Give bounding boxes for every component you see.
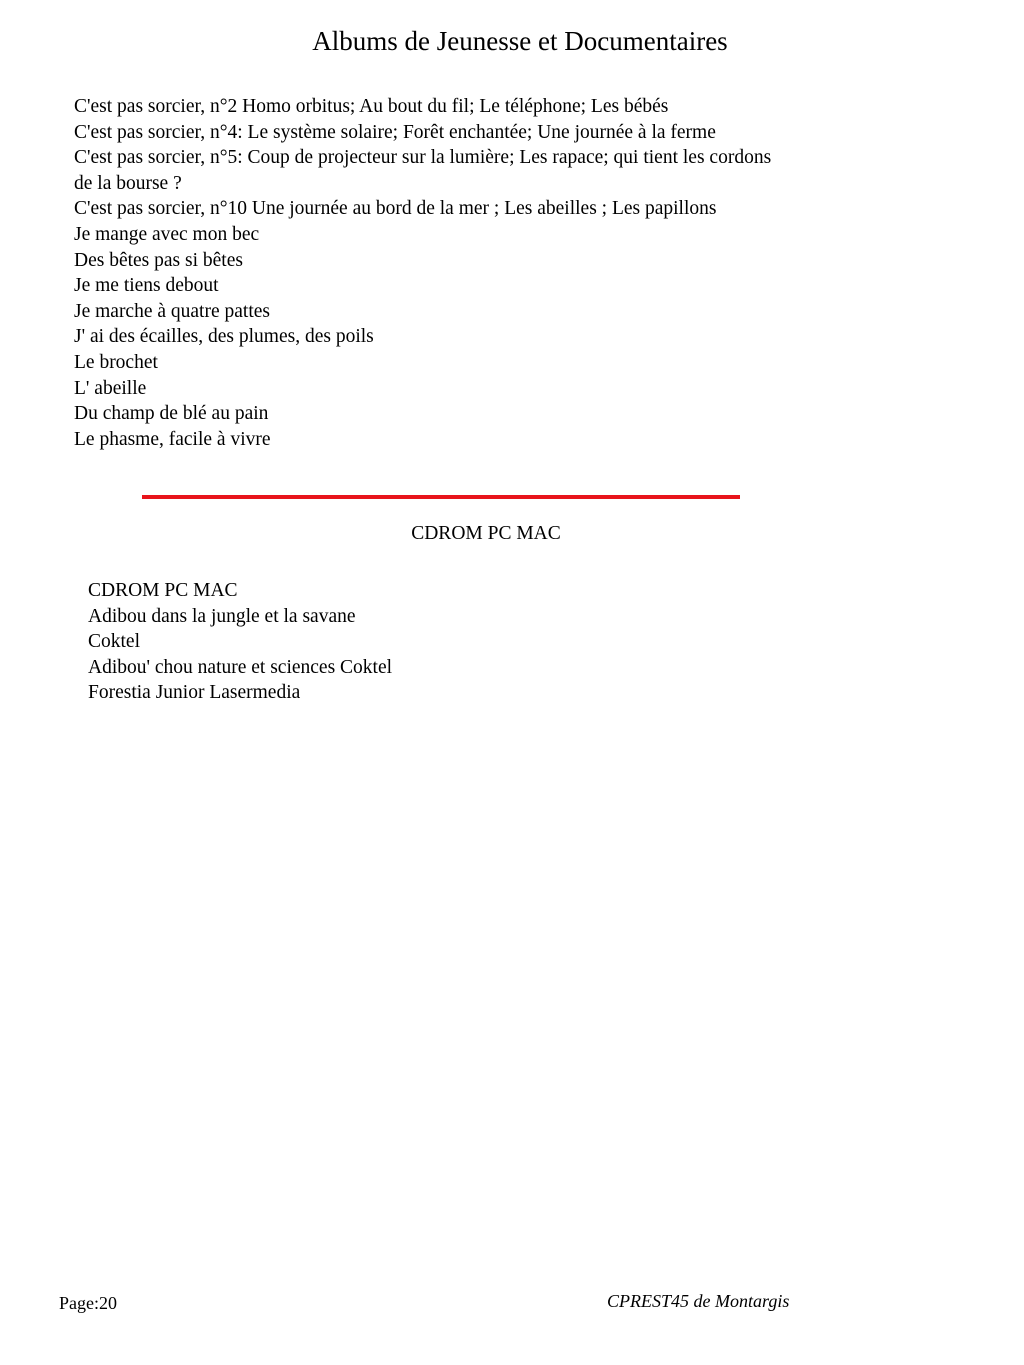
list-item: C'est pas sorcier, n°5: Coup de projecteur sur la lumière; Les rapace; qui tient les cordons de la bourse ? (74, 147, 772, 194)
section-heading: CDROM PC MAC (411, 523, 561, 544)
list-item: Le phasme, facile à vivre (74, 428, 271, 450)
list-item: Je me tiens debout (74, 275, 219, 297)
album-list (74, 94, 794, 452)
section-divider (142, 495, 740, 499)
list-item: Je mange avec mon bec (74, 223, 260, 245)
list-item: J' ai des écailles, des plumes, des poils (74, 326, 374, 348)
cdrom-list (88, 578, 688, 706)
list-item: Je marche à quatre pattes (74, 300, 270, 322)
list-item: Coktel (88, 631, 140, 653)
list-item: Du champ de blé au pain (74, 403, 269, 425)
list-item: CDROM PC MAC (88, 580, 238, 601)
list-item: L' abeille (74, 377, 147, 399)
list-item: C'est pas sorcier, n°4: Le système solaire; Forêt enchantée; Une journée à la ferme (74, 121, 716, 143)
list-item: C'est pas sorcier, n°10 Une journée au bord de la mer ; Les abeilles ; Les papillons (74, 198, 717, 220)
list-item: Adibou dans la jungle et la savane (88, 605, 356, 627)
page-number: Page:20 (59, 1293, 117, 1313)
list-item: Forestia Junior Lasermedia (88, 682, 301, 704)
list-item: Des bêtes pas si bêtes (74, 249, 243, 271)
list-item: C'est pas sorcier, n°2 Homo orbitus; Au bout du fil; Le téléphone; Les bébés (74, 96, 669, 117)
footer-organization: CPREST45 de Montargis (607, 1291, 790, 1311)
list-item: Adibou' chou nature et sciences Coktel (88, 656, 393, 678)
page-title: Albums de Jeunesse et Documentaires (312, 26, 728, 56)
list-item: Le brochet (74, 351, 158, 373)
